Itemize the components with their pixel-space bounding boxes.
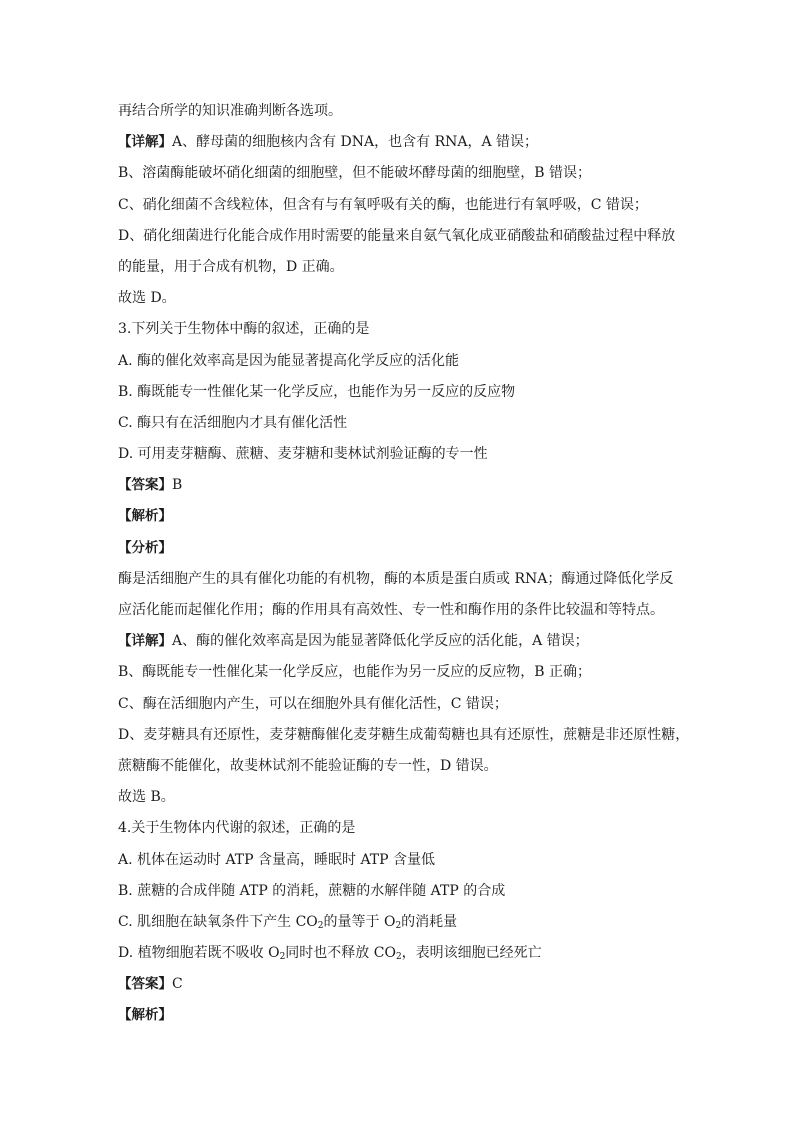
section-tag: 【详解】 [118, 633, 172, 650]
text: 应活化能而起催化作用；酶的作用具有高效性、专一性和酶作用的条件比较温和等特点。 [118, 602, 664, 618]
section-tag: 【解析】 [118, 508, 172, 525]
text: C. 酶只有在活细胞内才具有催化活性 [118, 414, 348, 431]
document-body [118, 100, 690, 1036]
option-d [118, 942, 678, 973]
text-line [118, 724, 690, 755]
subscript: 2 [279, 952, 286, 963]
text: 的量等于 O [323, 913, 396, 930]
text: C、硝化细菌不含线粒体，但含有与有氧呼吸有关的酶，也能进行有氧呼吸，C 错误； [118, 196, 648, 213]
answer-value: C [172, 976, 183, 993]
question-title [118, 817, 678, 848]
text: C、酶在活细胞内产生，可以在细胞外具有催化活性，C 错误； [118, 695, 508, 712]
option-b [118, 880, 678, 911]
option-a [118, 350, 678, 381]
text: 的能量，用于合成有机物，D 正确。 [118, 258, 344, 275]
text: 酶是活细胞产生的具有催化功能的有机物，酶的本质是蛋白质或 RNA；酶通过降低化学反 [118, 570, 674, 587]
section-tag: 【分析】 [118, 539, 172, 556]
text: B、酶既能专一性催化某一化学反应，也能作为另一反应的反应物，B 正确； [118, 664, 592, 681]
subscript: 2 [317, 920, 324, 931]
subscript: 2 [395, 920, 402, 931]
section-tag: 【解析】 [118, 1007, 172, 1024]
text: 蔗糖酶不能催化，故斐林试剂不能验证酶的专一性，D 错误。 [118, 757, 498, 774]
text-line [118, 693, 678, 724]
text-line [118, 786, 678, 817]
text: A、酵母菌的细胞核内含有 DNA，也含有 RNA，A 错误； [172, 134, 539, 151]
text: 同时也不释放 CO [285, 945, 396, 962]
text: 的消耗量 [401, 913, 458, 930]
answer-line [118, 474, 678, 505]
text: D、硝化细菌进行化能合成作用时需要的能量来自氨气氧化成亚硝酸盐和硝酸盐过程中释放 [118, 227, 676, 244]
text: D、麦芽糖具有还原性，麦芽糖酶催化麦芽糖生成葡萄糖也具有还原性，蔗糖是非还原性糖， [118, 726, 690, 743]
text-line [118, 630, 678, 661]
text-line [118, 131, 678, 162]
text-line [118, 755, 678, 786]
option-b [118, 381, 678, 412]
text: 故选 D。 [118, 290, 176, 307]
text: 故选 B。 [118, 789, 175, 806]
text-line [118, 256, 678, 287]
text: A. 酶的催化效率高是因为能显著提高化学反应的活化能 [118, 352, 460, 369]
text-line [118, 599, 678, 630]
section-tag: 【答案】 [118, 976, 172, 993]
analysis-subheading [118, 537, 678, 568]
text: A、酶的催化效率高是因为能显著降低化学反应的活化能，A 错误； [172, 633, 589, 650]
section-tag: 【详解】 [118, 134, 172, 151]
subscript: 2 [395, 952, 402, 963]
option-c [118, 911, 678, 942]
text-line [118, 661, 678, 692]
text: A. 机体在运动时 ATP 含量高，睡眠时 ATP 含量低 [118, 851, 436, 868]
text: 3.下列关于生物体中酶的叙述，正确的是 [118, 321, 370, 338]
text-line [118, 568, 678, 599]
option-c [118, 412, 678, 443]
answer-line [118, 973, 678, 1004]
option-a [118, 849, 678, 880]
text: 再结合所学的知识准确判断各选项。 [118, 103, 342, 119]
text: ，表明该细胞已经死亡 [401, 945, 542, 962]
option-d [118, 443, 678, 474]
text: 4.关于生物体内代谢的叙述，正确的是 [118, 820, 356, 837]
text-line [118, 100, 678, 131]
text: B. 蔗糖的合成伴随 ATP 的消耗，蔗糖的水解伴随 ATP 的合成 [118, 882, 506, 899]
analysis-heading [118, 505, 678, 536]
answer-value: B [172, 477, 183, 494]
text: B、溶菌酶能破坏硝化细菌的细胞壁，但不能破坏酵母菌的细胞壁，B 错误； [118, 165, 592, 182]
text: D. 植物细胞若既不吸收 O [118, 945, 280, 962]
text-line [118, 162, 678, 193]
text-line [118, 194, 678, 225]
text: C. 肌细胞在缺氧条件下产生 CO [118, 913, 318, 930]
section-tag: 【答案】 [118, 477, 172, 494]
text-line [118, 287, 678, 318]
analysis-heading [118, 1004, 678, 1035]
text: D. 可用麦芽糖酶、蔗糖、麦芽糖和斐林试剂验证酶的专一性 [118, 446, 488, 463]
text: B. 酶既能专一性催化某一化学反应，也能作为另一反应的反应物 [118, 383, 516, 400]
text-line [118, 225, 678, 256]
question-title [118, 318, 678, 349]
